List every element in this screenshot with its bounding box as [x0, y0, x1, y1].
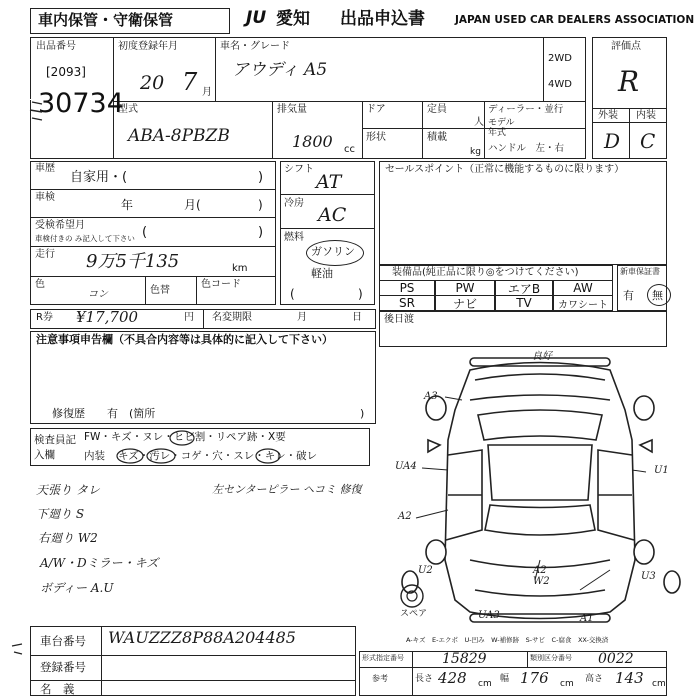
car-name-value: アウディ A5 [232, 60, 328, 80]
displacement-unit: cc [344, 144, 355, 155]
remark-line: ボディー A.U [40, 581, 114, 595]
inspector-label: 検査員記入欄 [34, 434, 76, 461]
first-reg-year: 20 [140, 72, 165, 94]
chassis-value: WAUZZZ8P88A204485 [108, 628, 296, 647]
type-no-label: 形式指定番号 [362, 654, 404, 662]
inspector-interior-row: キズ・汚レ・コゲ・穴・スレ・キレ・破レ [118, 450, 318, 462]
lot-number: 30734 [38, 88, 124, 119]
mileage-unit: km [232, 263, 248, 274]
category-value: 0022 [598, 651, 634, 667]
shift-value: AT [316, 171, 342, 193]
recv-label: 受検希望月 [35, 220, 85, 231]
mileage-label: 走行 [35, 249, 55, 260]
dealer-label: ディーラー・並行 [488, 104, 564, 115]
height-unit: cm [652, 679, 666, 689]
diagram-mark: UA3 [478, 610, 500, 621]
fuel-diesel: 軽油 [311, 267, 333, 280]
model-year-label: モデル年式 [488, 118, 515, 138]
length-unit: cm [478, 679, 492, 689]
remark-line: 右廻り W2 [38, 531, 98, 545]
warranty-label: 新車保証書 [620, 267, 660, 276]
name-change-month: 月 [297, 312, 307, 323]
recv-close: ) [258, 225, 264, 240]
fuel-open: ( [290, 287, 295, 301]
shape-label: 形状 [366, 132, 386, 143]
width-value: 176 [520, 669, 549, 687]
diagram-mark: UA4 [395, 461, 417, 472]
diagram-mark: A3 [424, 391, 438, 402]
repair-text: 修復歴 有 (箇所 [52, 407, 156, 420]
height-label: 高さ [585, 674, 604, 684]
inspector-fw-row: FW・キズ・ヌレ・ヒビ割・リペア跡・X要 [84, 431, 286, 443]
divider [30, 655, 356, 656]
load-label: 積載 [427, 132, 447, 143]
inspection-year: 年 [121, 198, 134, 212]
divider [30, 680, 356, 681]
equip-aw: AW [553, 280, 613, 296]
first-reg-month: 7 [182, 68, 198, 96]
after-label: 後日渡 [384, 314, 414, 325]
exterior-label: 外装 [598, 110, 618, 121]
fuel-label: 燃料 [284, 232, 304, 243]
recycle-unit: 円 [184, 312, 194, 323]
diagram-mark: A2 [398, 511, 412, 522]
ac-value: AC [318, 204, 347, 226]
history-label: 車歴 [35, 163, 55, 174]
owner-label: 名 義 [40, 682, 75, 696]
equip-airbag: エアB [495, 280, 553, 296]
history-value: 自家用・( [70, 170, 128, 185]
equip-sr: SR [379, 295, 435, 311]
equip-tv: TV [495, 295, 553, 311]
equip-ps: PS [379, 280, 435, 296]
model-label: 型式 [118, 104, 138, 115]
drive-2wd: 2WD [548, 53, 572, 64]
spare-label: スペア [400, 609, 428, 619]
chassis-label: 車台番号 [40, 634, 86, 648]
width-unit: cm [560, 679, 574, 689]
logo-mark: JU [246, 8, 267, 28]
equip-navi: ナビ [435, 295, 495, 311]
first-reg-label: 初度登録年月 [118, 41, 178, 52]
diagram-mark: U2 [418, 565, 433, 576]
capacity-label: 定員 [427, 104, 447, 115]
displacement-label: 排気量 [277, 104, 307, 115]
ac-label: 冷房 [284, 198, 304, 209]
mileage-value: 9万5千135 [86, 251, 180, 272]
remark-line: A/W・Dミラー・キズ [40, 556, 159, 570]
name-change-day: 日 [352, 312, 362, 323]
color-change-label: 色替 [150, 285, 170, 296]
length-value: 428 [438, 669, 467, 687]
recycle-value: ¥17,700 [76, 308, 139, 326]
divider [101, 626, 102, 696]
title-box-text: 車内保管・守衛保管 [38, 11, 174, 29]
sales-point-label: セールスポイント（正常に機能するものに限ります） [385, 164, 625, 175]
shift-label: シフト [284, 164, 314, 175]
drive-4wd: 4WD [548, 79, 572, 90]
color-code-label: 色コード [201, 279, 241, 290]
diagram-mark: U1 [654, 465, 669, 476]
load-unit: kg [470, 147, 481, 157]
fuel-gasoline: ガソリン [311, 245, 355, 258]
repair-close: ) [360, 407, 365, 420]
recv-open: ( [142, 225, 148, 240]
handle-label: ハンドル 左・右 [488, 143, 565, 154]
length-label: 長さ [415, 674, 434, 684]
reg-no-label: 登録番号 [40, 660, 86, 674]
equipment-label: 装備品(純正品に限り◎をつけてください) [392, 267, 579, 278]
history-close: ) [258, 170, 264, 185]
inspection-month: 月( [184, 198, 201, 212]
fuel-close: ) [358, 287, 363, 301]
document-title: 出品申込書 [340, 9, 425, 29]
car-name-label: 車名・グレード [220, 41, 290, 52]
association-name: JAPAN USED CAR DEALERS ASSOCIATION [455, 14, 695, 26]
capacity-unit: 人 [474, 117, 484, 128]
warranty-yes: 有 [623, 289, 634, 302]
diagram-legend: A-キズ E-エクボ U-凹み W-補修跡 S-サビ C-腐食 XX-交換済 [406, 636, 609, 644]
recv-note: 車検付きの み記入して下さい [35, 234, 135, 243]
color-label: 色 [35, 279, 45, 290]
remark-right: 左センターピラー ヘコミ 修復 [212, 483, 362, 496]
inspection-label: 車検 [35, 192, 55, 203]
first-reg-month-unit: 月 [202, 87, 212, 98]
recycle-label: R券 [36, 312, 53, 323]
diagram-mark: 良好 [532, 351, 552, 362]
remark-line: 天張り タレ [36, 483, 100, 497]
diagram-mark: A2 W2 [533, 565, 550, 587]
name-change-label: 名変期限 [212, 312, 252, 323]
type-no-value: 15829 [442, 651, 487, 667]
lot-label: 出品番号 [36, 41, 76, 52]
door-label: ドア [366, 104, 386, 115]
ref-label: 参考 [372, 674, 388, 683]
inspection-close: ) [258, 198, 263, 212]
exterior-value: D [604, 129, 621, 153]
category-label: 類別区分番号 [530, 654, 572, 662]
divider [359, 667, 667, 668]
warranty-no: 無 [652, 289, 663, 302]
diagram-mark: A1 [580, 613, 594, 624]
lot-code: [2093] [46, 65, 86, 79]
rating-label: 評価点 [611, 41, 641, 52]
width-label: 幅 [500, 674, 510, 684]
displacement-value: 1800 [292, 132, 333, 151]
logo-text: 愛知 [276, 9, 310, 29]
notes-label: 注意事項申告欄（不具合内容等は具体的に記入して下さい） [36, 333, 333, 346]
divider [527, 651, 528, 667]
equip-leather-seat: カワシート [553, 295, 613, 311]
height-value: 143 [615, 669, 644, 687]
diagram-mark: U3 [641, 571, 656, 582]
interior-value: C [640, 129, 656, 153]
equip-pw: PW [435, 280, 495, 296]
divider [412, 651, 413, 696]
model-value: ABA-8PBZB [128, 126, 230, 146]
rating-value: R [618, 65, 640, 98]
interior-label: 内装 [636, 110, 656, 121]
inspector-interior-label: 内装 [84, 450, 105, 462]
color-value: コン [88, 289, 108, 300]
corner-mark [8, 640, 28, 660]
remark-line: 下廻り S [36, 507, 85, 521]
